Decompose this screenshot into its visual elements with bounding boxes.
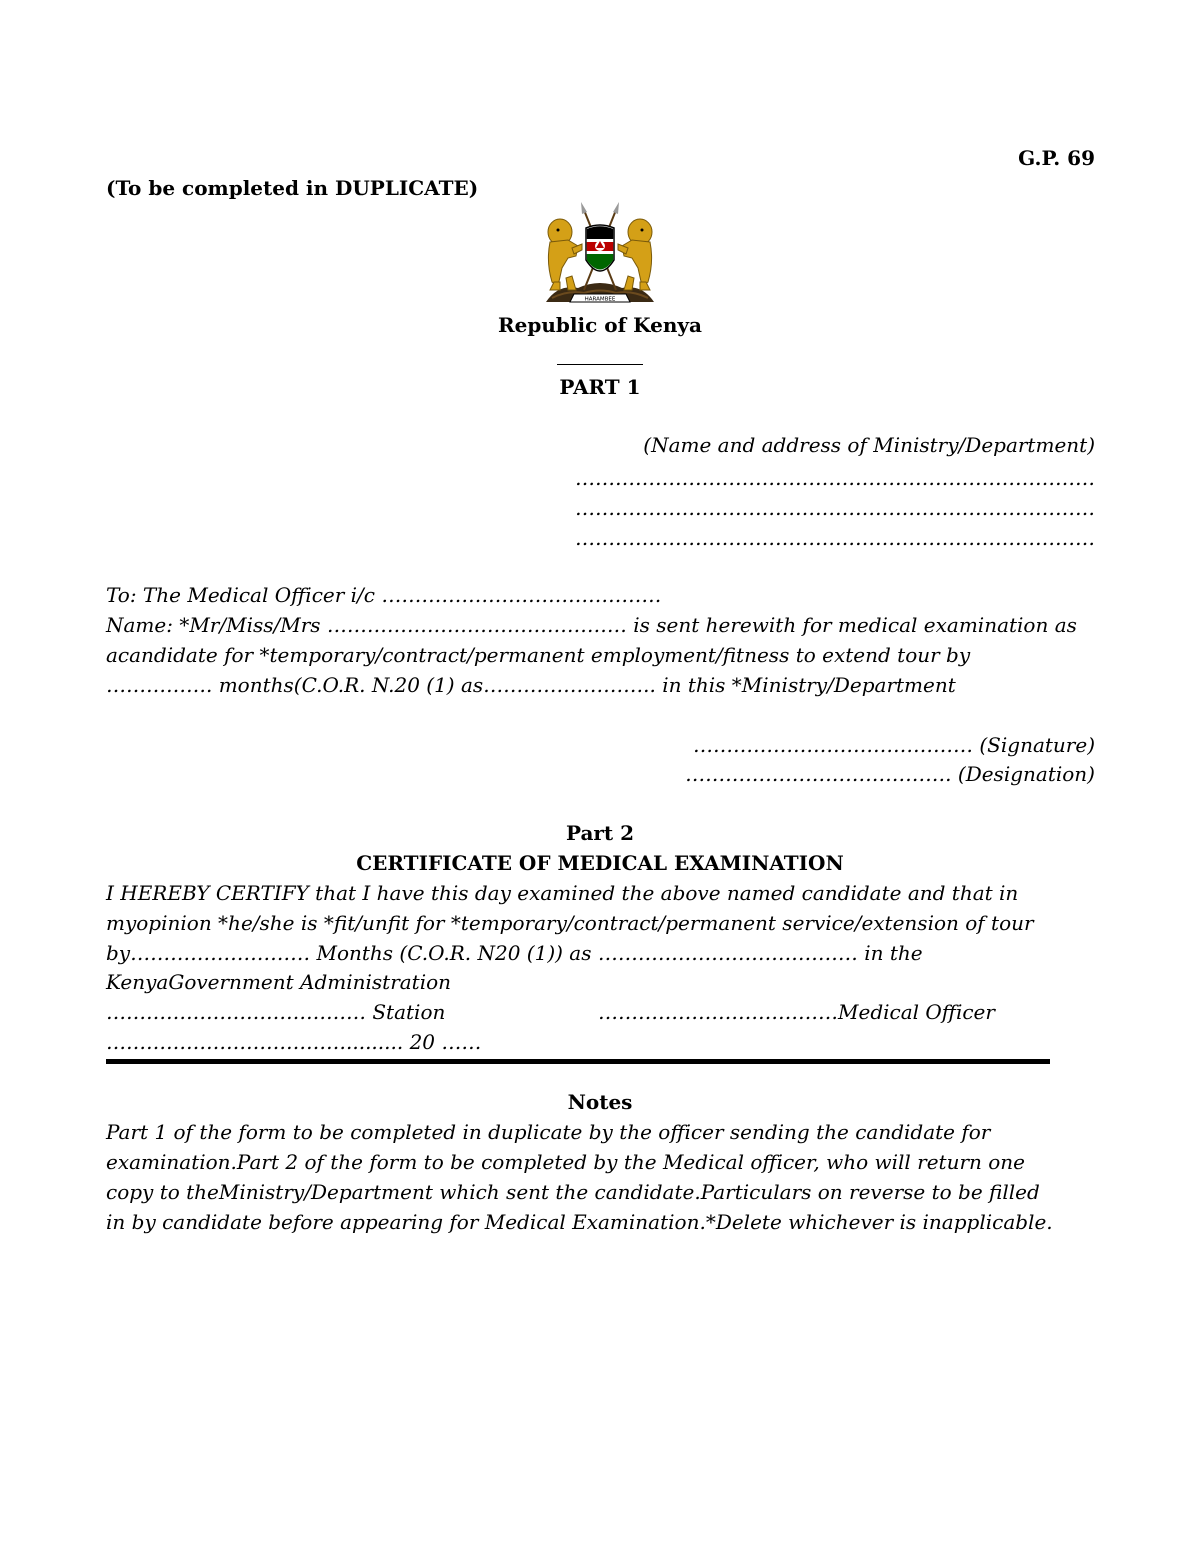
- signature-field[interactable]: …………………………………… (Signature): [693, 733, 1095, 757]
- duplicate-note: (To be completed in DUPLICATE): [106, 176, 479, 200]
- notes-title: Notes: [567, 1090, 633, 1114]
- employment-type-text: acandidate for *temporary/contract/permanent employment/fitness to extend tour by: [106, 643, 971, 667]
- notes-line: Part 1 of the form to be completed in duplicate by the officer sending the candidate for: [106, 1120, 991, 1144]
- notes-line: copy to theMinistry/Department which sent the candidate.Particulars on reverse to be filled: [106, 1180, 1040, 1204]
- designation-field[interactable]: …………………………………. (Designation): [685, 762, 1095, 786]
- certificate-text-line: myopinion *he/she is *fit/unfit for *temporary/contract/permanent service/extension of tour: [106, 911, 1034, 935]
- form-code: G.P. 69: [1018, 146, 1095, 170]
- ministry-heading: (Name and address of Ministry/Department): [643, 433, 1095, 457]
- section-divider: [106, 1059, 1050, 1064]
- date-field[interactable]: ………………………………......... 20 ……: [106, 1030, 482, 1054]
- certificate-title: CERTIFICATE OF MEDICAL EXAMINATION: [356, 851, 844, 875]
- ministry-address-line[interactable]: ……………………………………………………………………: [575, 526, 1095, 550]
- ministry-address-line[interactable]: ……………………………………………………………………: [575, 466, 1095, 490]
- certificate-months-field[interactable]: by……………………… Months (C.O.R. N20 (1)) as ………………………………… in the: [106, 941, 923, 965]
- certificate-text-line: I HEREBY CERTIFY that I have this day examined the above named candidate and that in: [106, 881, 1019, 905]
- notes-line: in by candidate before appearing for Medical Examination.*Delete whichever is inapplicable.: [106, 1210, 1053, 1234]
- emblem-motto: HARAMBEE: [584, 296, 616, 303]
- certificate-text-line: KenyaGovernment Administration: [106, 970, 452, 994]
- kenya-coat-of-arms-emblem: [538, 198, 662, 310]
- republic-title: Republic of Kenya: [498, 313, 702, 337]
- months-field[interactable]: ……………. months(C.O.R. N.20 (1) as…………………….. in this *Ministry/Department: [106, 673, 956, 697]
- medical-officer-signature-field[interactable]: ………………………………Medical Officer: [598, 1000, 995, 1024]
- notes-line: examination.Part 2 of the form to be completed by the Medical officer, who will return one: [106, 1150, 1026, 1174]
- title-divider: [557, 364, 643, 365]
- medical-officer-field[interactable]: To: The Medical Officer i/c ……………………………………: [106, 583, 662, 607]
- part1-title: PART 1: [559, 375, 641, 399]
- part2-title: Part 2: [565, 821, 635, 845]
- ministry-address-line[interactable]: ……………………………………………………………………: [575, 496, 1095, 520]
- station-field[interactable]: ………………………………… Station: [106, 1000, 446, 1024]
- candidate-name-field[interactable]: Name: *Mr/Miss/Mrs ……………………………………… is sent herewith for medical examination as: [106, 613, 1077, 637]
